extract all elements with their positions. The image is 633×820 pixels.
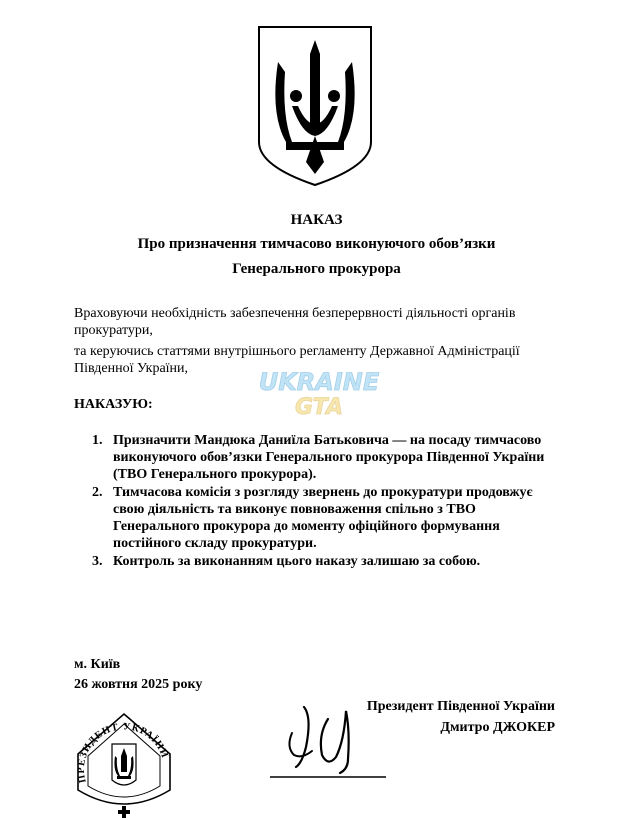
order-heading: НАКАЗУЮ:: [74, 397, 153, 412]
svg-text:GTA: GTA: [295, 395, 343, 418]
order-items-list: [92, 432, 562, 571]
date: 26 жовтня 2025 року: [74, 677, 203, 692]
coat-of-arms-icon: [256, 24, 374, 188]
document-title: НАКАЗ: [290, 212, 343, 228]
order-item: [92, 484, 562, 552]
trident-seal-icon: [112, 744, 136, 785]
document-subtitle-line-1: Про призначення тимчасово виконуючого обов’язки: [137, 236, 496, 252]
order-item: [92, 553, 562, 570]
order-item-number: 2.: [92, 485, 103, 500]
ukraine-gta-watermark-logo: [226, 364, 412, 418]
signer-title: Президент Південної України: [366, 699, 555, 714]
order-item-text: Контроль за виконанням цього наказу залишаю за собою.: [113, 554, 481, 569]
document-subtitle-line-2: Генерального прокурора: [232, 261, 401, 277]
order-item: [92, 432, 562, 483]
presidential-seal: [68, 710, 180, 820]
svg-text:UKRAINE: UKRAINE: [258, 368, 380, 396]
preamble-paragraph-2: та керуючись статтями внутрішнього регламенту Державної Адміністрації Південної України,: [74, 344, 520, 376]
order-item-number: 3.: [92, 554, 103, 569]
signer-name: Дмитро ДЖОКЕР: [440, 720, 555, 735]
place: м. Київ: [74, 657, 121, 672]
seal-text: ПРЕЗИДЕНТ УКРАЇНИ: [75, 721, 171, 784]
order-item-number: 1.: [92, 433, 103, 448]
preamble-paragraph-1: Враховуючи необхідність забезпечення безперервності діяльності органів прокуратури,: [74, 306, 516, 338]
handwritten-signature: [268, 697, 388, 783]
order-item-text: Призначити Мандюка Даниїла Батьковича — на посаду тимчасово виконуючого обов’язки Генерального прокурора Південної України (ТВО Генерального прокурора).: [113, 433, 545, 482]
order-item-text: Тимчасова комісія з розгляду звернень до прокуратури продовжує свою діяльність та виконує повноваження спільно з ТВО Генерального прокурора до моменту офіційного формування постійного складу прокуратури.: [113, 485, 533, 551]
